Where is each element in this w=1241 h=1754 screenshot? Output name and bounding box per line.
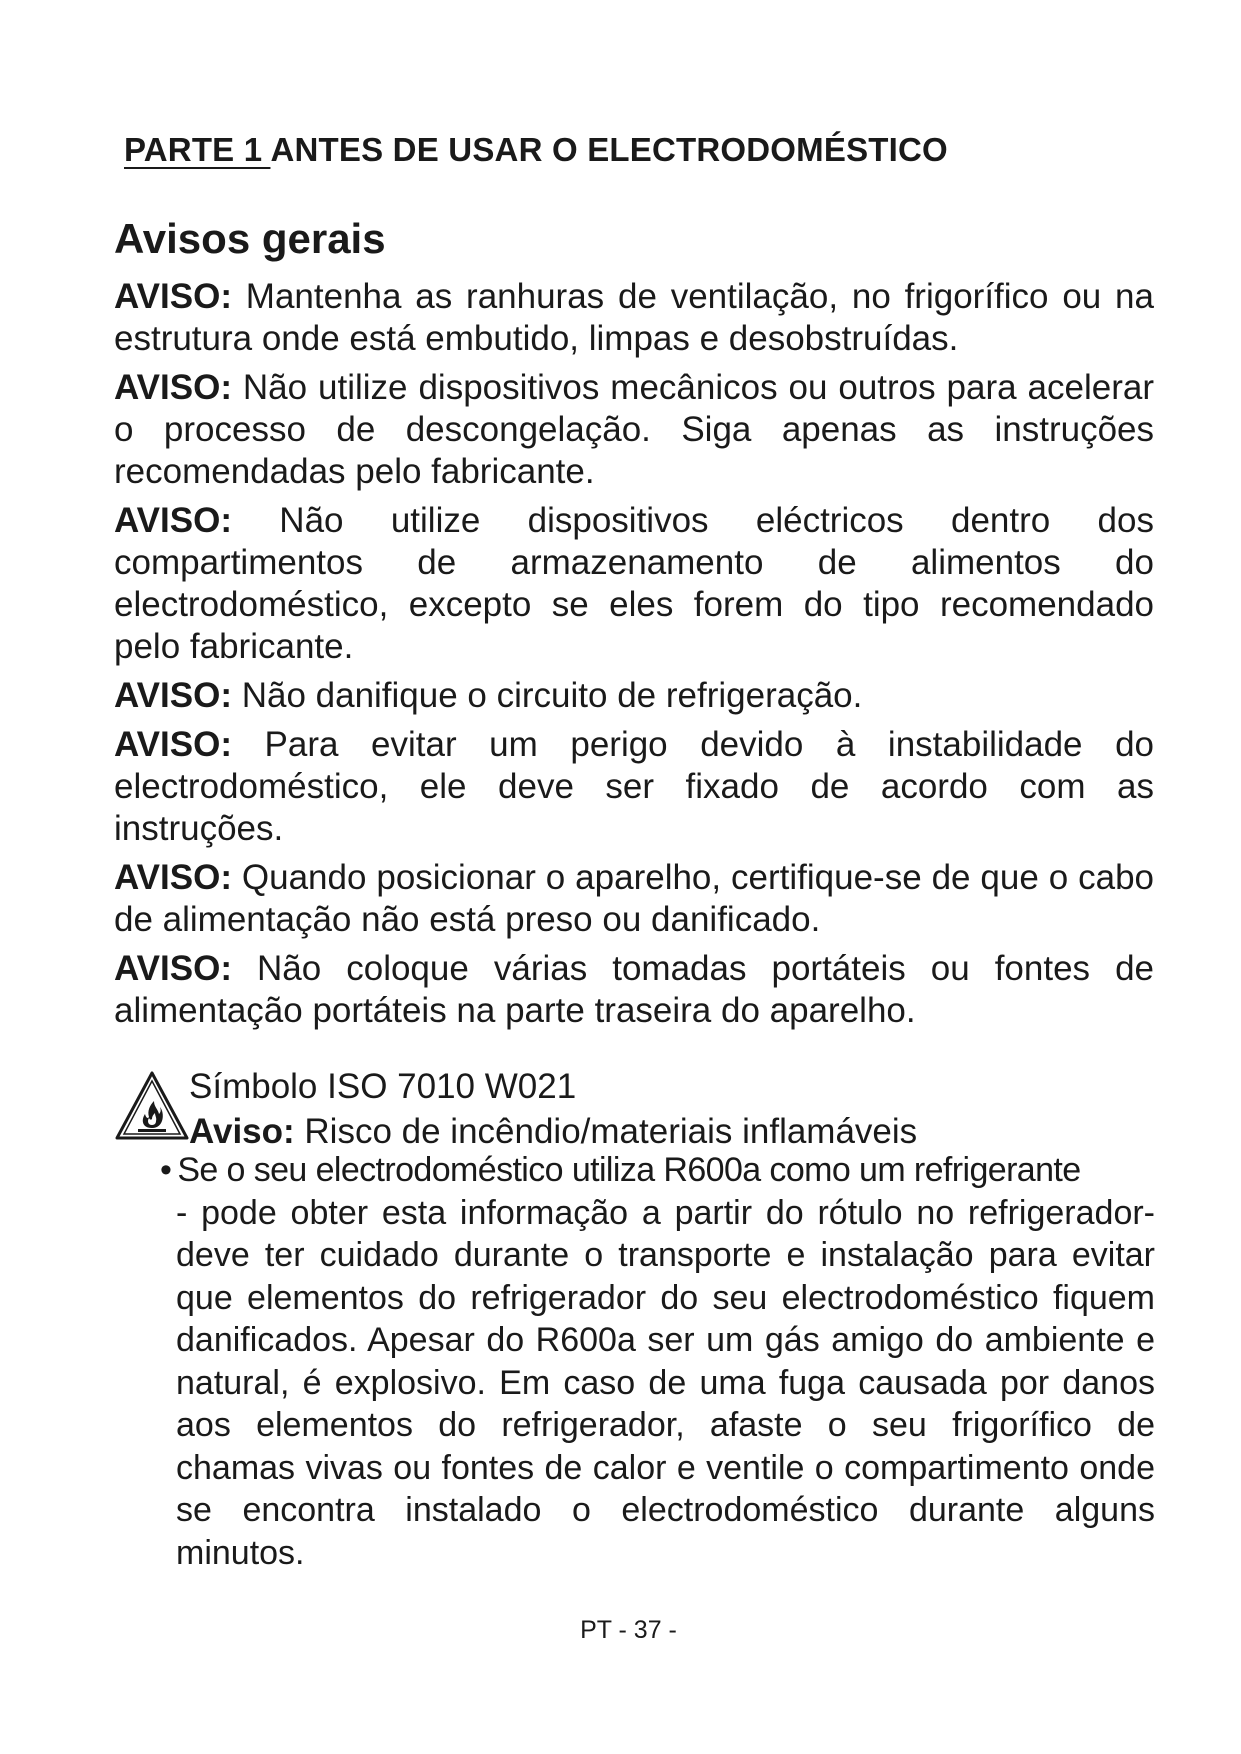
warning-item — [114, 857, 1154, 941]
warnings-list — [114, 276, 1154, 1039]
warning-item — [114, 948, 1154, 1032]
section-title: Avisos gerais — [114, 215, 386, 262]
iso-warning-line — [189, 1111, 917, 1153]
bullet-item — [160, 1149, 1155, 1574]
part-title: ANTES DE USAR O ELECTRODOMÉSTICO — [270, 131, 948, 168]
iso-symbol-block — [114, 1066, 1164, 1156]
warning-label: AVISO: — [114, 676, 232, 715]
warning-label: AVISO: — [114, 949, 232, 988]
iso-symbol-text: Símbolo ISO 7010 W021 — [189, 1067, 577, 1106]
warning-item — [114, 724, 1154, 850]
warning-item — [114, 367, 1154, 493]
warning-label: AVISO: — [114, 725, 232, 764]
warning-text: Não danifique o circuito de refrigeração. — [231, 676, 863, 715]
bullet-marker: • — [160, 1151, 172, 1189]
warning-text: Mantenha as ranhuras de ventilação, no frigorífico ou na estrutura onde está embutido, limpas e desobstruídas. — [114, 277, 1154, 358]
warning-label: AVISO: — [114, 368, 232, 407]
bullet-body-text: - pode obter esta informação a partir do rótulo no refrigerador- deve ter cuidado durante o transporte e instalação para evitar que elementos do refrigerador do seu electrodoméstico fiquem danificados. Apesar do R600a ser um gás amigo do ambiente e natural, é explosivo. Em caso de uma fuga causada por danos aos elementos do refrigerador, afaste o seu frigorífico de chamas vivas ou fontes de calor e ventile o compartimento onde se encontra instalado o electrodoméstico durante alguns minutos. — [176, 1193, 1155, 1572]
bullet-first-text: Se o seu electrodoméstico utiliza R600a como um refrigerante — [177, 1151, 1081, 1189]
warning-text: Quando posicionar o aparelho, certifique-se de que o cabo de alimentação não está preso ou danificado. — [114, 858, 1154, 939]
bullet-first-line — [160, 1149, 1155, 1192]
warning-item — [114, 500, 1154, 668]
part-header — [124, 131, 948, 169]
warning-item — [114, 675, 1154, 717]
warning-label: AVISO: — [114, 501, 232, 540]
page-number: PT - 37 - — [580, 1616, 677, 1644]
part-number: PARTE 1 — [124, 131, 271, 168]
warning-text: Para evitar um perigo devido à instabilidade do electrodoméstico, ele deve ser fixado de acordo com as instruções. — [114, 725, 1154, 848]
warning-text: Não utilize dispositivos mecânicos ou outros para acelerar o processo de descongelação. Siga apenas as instruções recomendadas pelo fabricante. — [114, 368, 1154, 491]
iso-warning-text: Risco de incêndio/materiais inflamáveis — [294, 1112, 918, 1151]
warning-text: Não utilize dispositivos eléctricos dentro dos compartimentos de armazenamento de alimentos do electrodoméstico, excepto se eles forem do tipo recomendado pelo fabricante. — [114, 501, 1154, 666]
iso-warning-label: Aviso: — [189, 1112, 295, 1151]
warning-label: AVISO: — [114, 277, 232, 316]
warning-item — [114, 276, 1154, 360]
flammable-warning-triangle-icon — [114, 1070, 190, 1142]
warning-label: AVISO: — [114, 858, 232, 897]
warning-text: Não coloque várias tomadas portáteis ou fontes de alimentação portáteis na parte traseira do aparelho. — [114, 949, 1154, 1030]
